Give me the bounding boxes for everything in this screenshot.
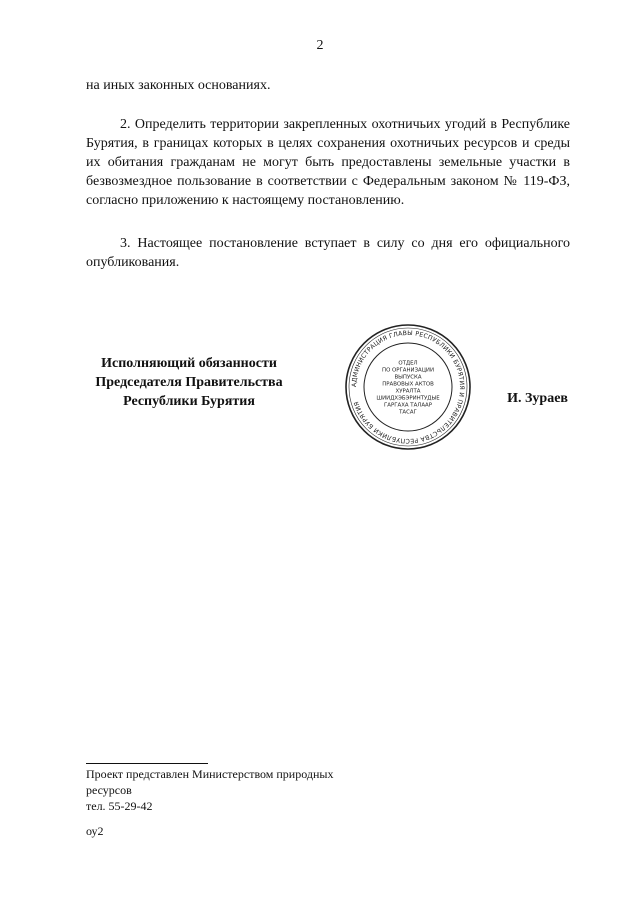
signatory-title-line-3: Республики Бурятия: [123, 394, 255, 409]
seal-ring-text: АДМИНИСТРАЦИЯ ГЛАВЫ РЕСПУБЛИКИ БУРЯТИЯ И ПРАВИТЕЛЬСТВА РЕСПУБЛИКИ БУРЯТИЯ: [350, 329, 466, 445]
seal-inner-line: ПО ОРГАНИЗАЦИИ: [382, 367, 434, 374]
seal-inner-line: ХУРАЛТА: [395, 388, 421, 395]
continuation-paragraph: на иных законных основаниях.: [86, 78, 271, 93]
seal-inner-line: ОТДЕЛ: [398, 360, 418, 367]
seal-inner-line: ГАРГАХА ТАЛААР: [384, 402, 432, 409]
signatory-title: [60, 354, 318, 411]
signatory-title-line-1: Исполняющий обязанности: [101, 356, 277, 371]
footer-phone: тел. 55-29-42: [86, 799, 153, 813]
seal-inner-line: ПРАВОВЫХ АКТОВ: [382, 381, 434, 388]
footer-code: оу2: [86, 824, 104, 838]
footer-line-2: ресурсов: [86, 783, 132, 797]
footer-rule: [86, 763, 208, 764]
signatory-title-line-2: Председателя Правительства: [95, 375, 283, 390]
seal-inner-line: ВЫПУСКА: [394, 374, 422, 381]
page-number: 2: [316, 38, 324, 53]
footer-note: [86, 766, 333, 839]
seal-inner-line: ТАСАГ: [399, 409, 417, 416]
official-seal: [343, 322, 473, 452]
seal-inner-line: ШИИДХЭБЭРИНТУДЫЕ: [376, 395, 440, 402]
signatory-name: И. Зураев: [507, 391, 568, 406]
item-3-paragraph: 3. Настоящее постановление вступает в силу со дня его официального опубликования.: [86, 236, 570, 270]
footer-line-1: Проект представлен Министерством природных: [86, 767, 334, 781]
item-2-paragraph: 2. Определить территории закрепленных охотничьих угодий в Республике Бурятия, в границах которых в целях сохранения охотничьих ресурсов и среды их обитания гражданам не могут быть предоставлены земельные участки в безвозмездное пользование в соответствии с Федеральным законом № 119-ФЗ, согласно приложению к настоящему постановлению.: [86, 117, 570, 208]
